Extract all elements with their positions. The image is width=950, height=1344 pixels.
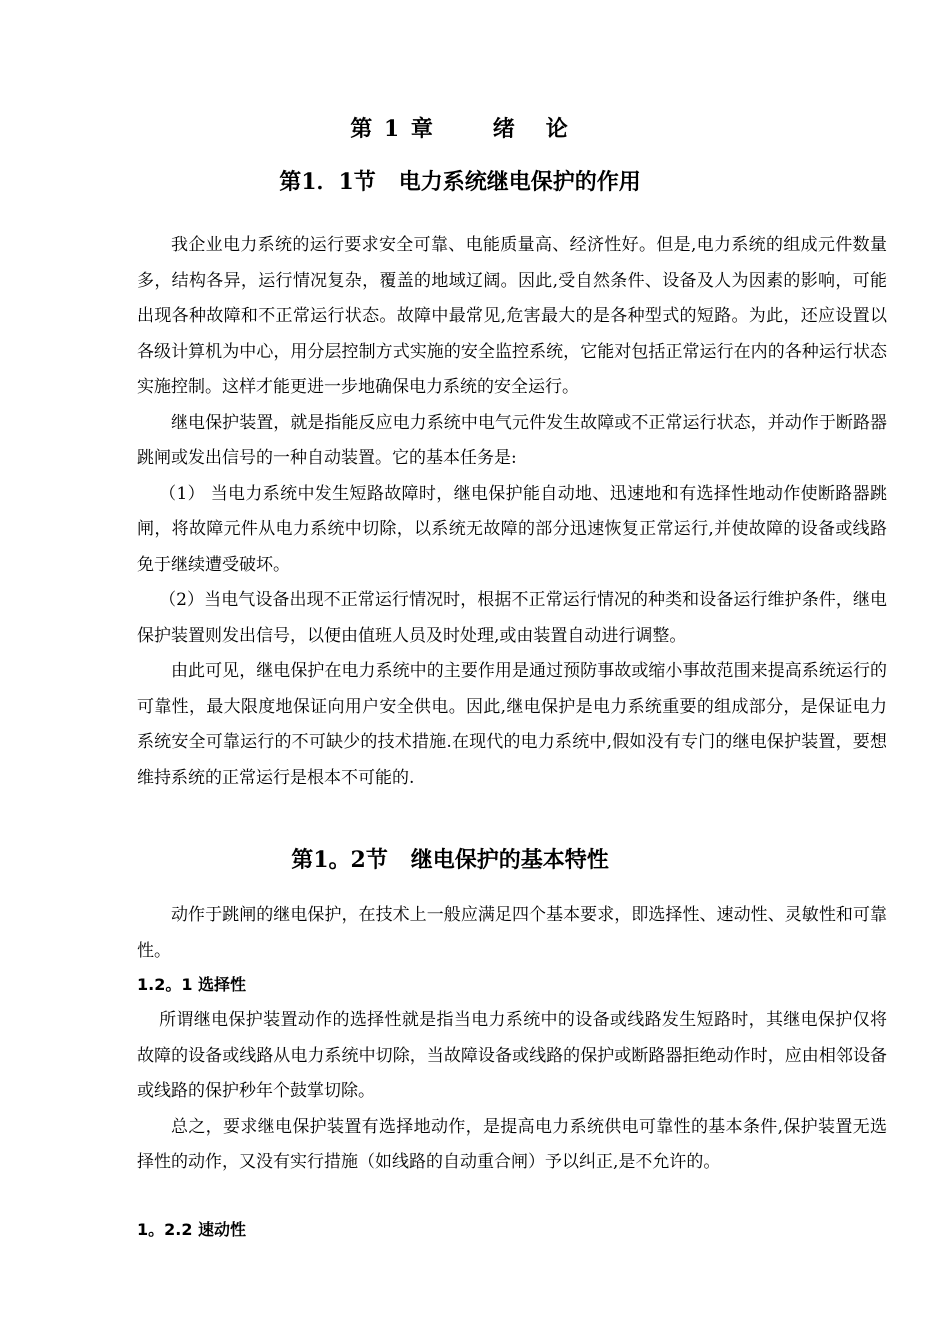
subsection-heading-1-2-2: 1。2.2 速动性 [137,1220,247,1239]
paragraph: 总之，要求继电保护装置有选择地动作，是提高电力系统供电可靠性的基本条件,保护装置无选择性的动作，又没有实行措施（如线路的自动重合闸）予以纠正,是不允许的。 [137,1116,887,1172]
chapter-title: 第 1 章 绪 论 [350,116,570,142]
paragraph-list-item-1: （1） 当电力系统中发生短路故障时，继电保护能自动地、迅速地和有选择性地动作使断路器跳闸，将故障元件从电力系统中切除，以系统无故障的部分迅速恢复正常运行,并使故障的设备或线路免于继续遭受破坏。 [137,483,887,575]
paragraph: 由此可见，继电保护在电力系统中的主要作用是通过预防事故或缩小事故范围来提高系统运行的可靠性，最大限度地保证向用户安全供电。因此,继电保护是电力系统重要的组成部分，是保证电力系统安全可靠运行的不可缺少的技术措施.在现代的电力系统中,假如没有专门的继电保护装置，要想维持系统的正常运行是根本不可能的. [137,661,887,788]
paragraph: 继电保护装置，就是指能反应电力系统中电气元件发生故障或不正常运行状态，并动作于断路器跳闸或发出信号的一种自动装置。它的基本任务是: [137,412,887,468]
paragraph: 我企业电力系统的运行要求安全可靠、电能质量高、经济性好。但是,电力系统的组成元件数量多，结构各异，运行情况复杂，覆盖的地域辽阔。因此,受自然条件、设备及人为因素的影响，可能出现各种故障和不正常运行状态。故障中最常见,危害最大的是各种型式的短路。为此，还应设置以各级计算机为中心，用分层控制方式实施的安全监控系统，它能对包括正常运行在内的各种运行状态实施控制。这样才能更进一步地确保电力系统的安全运行。 [137,235,887,397]
subsection-heading-1-2-1: 1.2。1 选择性 [137,975,247,994]
section-1-2-body [137,898,887,969]
paragraph: 所谓继电保护装置动作的选择性就是指当电力系统中的设备或线路发生短路时，其继电保护仅将故障的设备或线路从电力系统中切除，当故障设备或线路的保护或断路器拒绝动作时，应由相邻设备或线路的保护秒年个鼓掌切除。 [137,1010,887,1101]
paragraph: 动作于跳闸的继电保护，在技术上一般应满足四个基本要求，即选择性、速动性、灵敏性和可靠性。 [137,905,887,961]
section-title-1-1: 第1．1节 电力系统继电保护的作用 [279,169,641,195]
section-title-1-2: 第1。2节 继电保护的基本特性 [291,847,609,873]
subsection-1-2-1-body [137,1003,887,1181]
paragraph-list-item-2: （2）当电气设备出现不正常运行情况时，根据不正常运行情况的种类和设备运行维护条件，继电保护装置则发出信号，以便由值班人员及时处理,或由装置自动进行调整。 [137,590,887,646]
section-1-1-body [137,228,887,796]
